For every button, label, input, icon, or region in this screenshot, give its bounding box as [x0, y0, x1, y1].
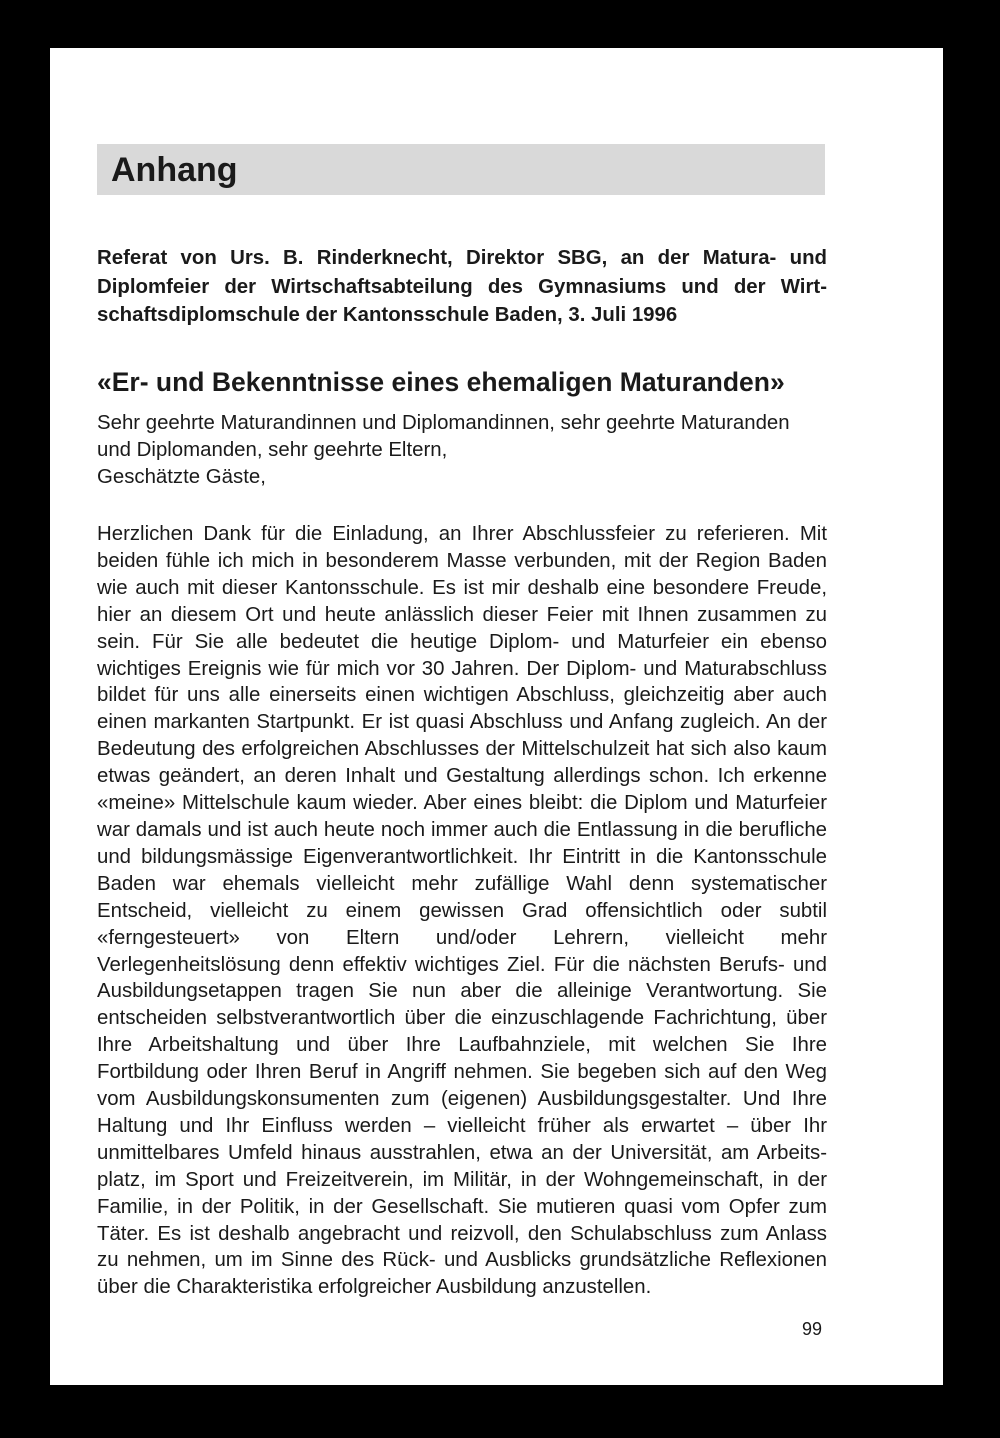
body-paragraph: Herzlichen Dank für die Einladung, an Ihrer Abschlussfeier zu referieren. Mit beiden fühle ich mich in besonderem Masse verbunden, mit der Region Baden wie auch mit dieser Kantonsschule. Es ist mir deshalb eine besondere Freude, hier an diesem Ort und heute anlässlich dieser Feier mit Ihnen zusammen zu sein. Für Sie alle bedeutet die heutige Diplom- und Maturfeier ein ebenso wichtiges Ereignis wie für mich vor 30 Jahren. Der Diplom- und Maturabschluss bildet für uns alle einerseits einen wichtigen Abschluss, gleichzeitig aber auch einen markanten Startpunkt. Er ist quasi Abschluss und Anfang zugleich. An der Bedeutung des erfolgreichen Abschlusses der Mittelschulzeit hat sich also kaum etwas geändert, an deren Inhalt und Gestaltung allerdings schon. Ich erkenne «meine» Mittelschule kaum wieder. Aber eines bleibt: die Diplom und Maturfeier war damals und ist auch heute noch immer auch die Entlassung in die berufliche und bildungsmässige Eigenverantwortlichkeit. Ihr Eintritt in die Kantonsschule Baden war ehemals vielleicht mehr zufällige Wahl denn systematischer Entscheid, vielleicht zu einem gewissen Grad offensichtlich oder subtil «ferngesteuert» von Eltern und/oder Lehrern, vielleicht mehr Verlegenheitslösung denn effektiv wichtiges Ziel. Für die nächsten Berufs- und Ausbildungsetappen tragen Sie nun aber die alleinige Verantwortung. Sie entscheiden selbstverantwortlich über die einzuschlagende Fachrichtung, über Ihre Arbeitshaltung und über Ihre Laufbahnziele, mit welchen Sie Ihre Fortbildung oder Ihren Beruf in Angriff nehmen. Sie begeben sich auf den Weg vom Ausbildungskonsumenten zum (eigenen) Ausbildungsgestalter. Und Ihre Haltung und Ihr Einfluss werden – vielleicht früher als erwartet – über Ihr unmittelbares Umfeld hinaus ausstrahlen, etwa an der Universität, am Arbeitsplatz, im Sport und Freizeitverein, im Militär, in der Wohngemeinschaft, in der Familie, in der Politik, in der Gesellschaft. Sie mutieren quasi vom Opfer zum Täter. Es ist deshalb angebracht und reizvoll, den Schulabschluss zum Anlass zu nehmen, um im Sinne des Rück- und Ausblicks grundsätzliche Reflexionen über die Charakteristika erfolgreicher Ausbildung anzustellen.: [97, 523, 827, 1299]
section-title: Anhang: [111, 151, 238, 189]
document-page: [50, 48, 943, 1385]
intro-paragraph: Referat von Urs. B. Rinderknecht, Direktor SBG, an der Matura- und Diplomfeier der Wirtschaftsabteilung des Gymnasiums und der Wirtschaftsdiplomschule der Kantonsschule Baden, 3. Juli 1996: [97, 247, 827, 326]
speech-title: «Er- und Bekenntnisse eines ehemaligen Maturanden»: [97, 367, 785, 397]
salutation: [97, 410, 827, 491]
page-number: 99: [802, 1319, 823, 1339]
salutation-line-1: Sehr geehrte Maturandinnen und Diplomandinnen, sehr geehrte Maturanden und Diplomanden, sehr geehrte Eltern,: [97, 412, 790, 461]
salutation-line-2: Geschätzte Gäste,: [97, 466, 266, 488]
section-header-bar: [97, 144, 825, 195]
